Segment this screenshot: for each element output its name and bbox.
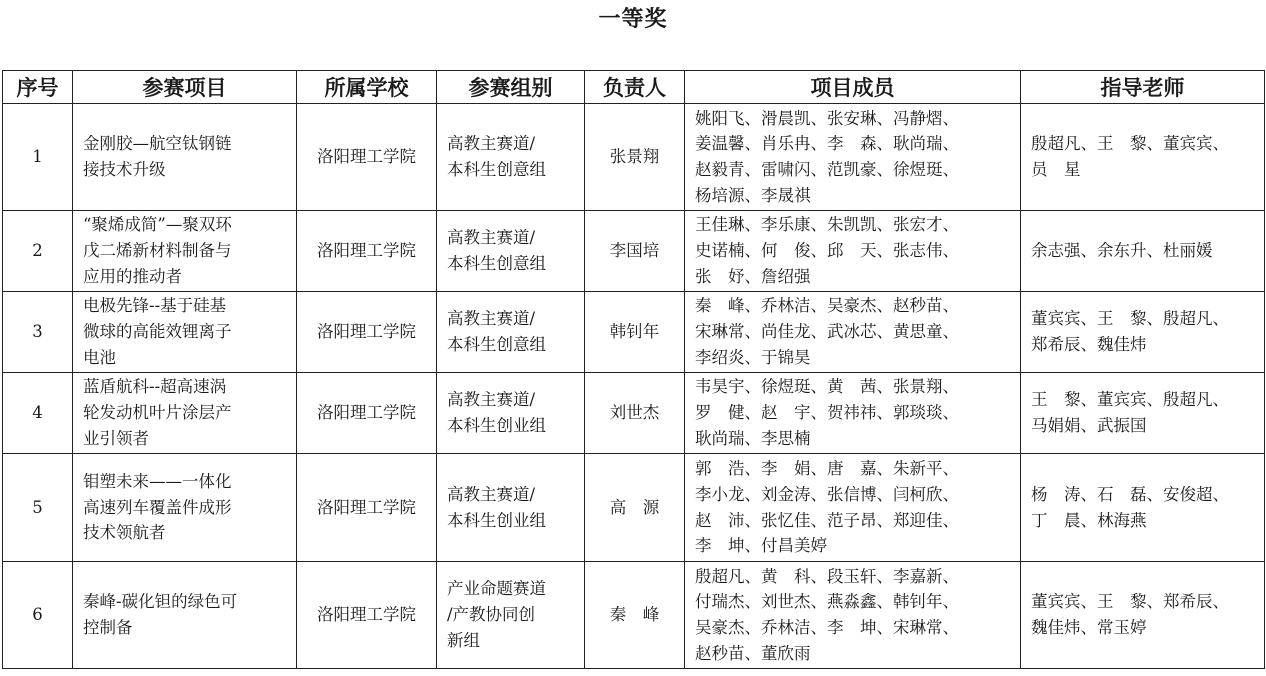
cell-school: 洛阳理工学院	[297, 211, 437, 292]
cell-advisors: 余志强、余东升、杜丽媛	[1021, 211, 1265, 292]
cell-project: 蓝盾航科--超高速涡 轮发动机叶片涂层产 业引领者	[73, 373, 297, 454]
cell-group: 高教主赛道/ 本科生创业组	[437, 373, 585, 454]
cell-school: 洛阳理工学院	[297, 454, 437, 562]
cell-project: 电极先锋--基于硅基 微球的高能效锂离子 电池	[73, 292, 297, 373]
cell-advisors: 董宾宾、王 黎、殷超凡、 郑希辰、魏佳炜	[1021, 292, 1265, 373]
cell-project: 金刚胶—航空钛钢链 接技术升级	[73, 104, 297, 211]
cell-group: 高教主赛道/ 本科生创业组	[437, 454, 585, 562]
table-row	[3, 292, 1265, 373]
header-advisors: 指导老师	[1021, 71, 1265, 104]
cell-leader: 高 源	[585, 454, 685, 562]
cell-group: 高教主赛道/ 本科生创意组	[437, 104, 585, 211]
cell-leader: 李国培	[585, 211, 685, 292]
cell-school: 洛阳理工学院	[297, 562, 437, 669]
cell-project: 秦峰-碳化钽的绿色可 控制备	[73, 562, 297, 669]
header-project: 参赛项目	[73, 71, 297, 104]
cell-project: 钼塑未来——一体化 高速列车覆盖件成形 技术领航者	[73, 454, 297, 562]
table-header-row	[3, 71, 1265, 104]
cell-members: 秦 峰、乔林洁、吴豪杰、赵秒苗、 宋琳常、尚佳龙、武冰芯、黄思童、 李绍炎、于锦昊	[685, 292, 1021, 373]
cell-advisors: 董宾宾、王 黎、郑希辰、 魏佳炜、常玉婷	[1021, 562, 1265, 669]
cell-leader: 刘世杰	[585, 373, 685, 454]
cell-index: 6	[3, 562, 73, 669]
award-table	[2, 70, 1265, 669]
cell-group: 高教主赛道/ 本科生创意组	[437, 292, 585, 373]
cell-advisors: 王 黎、董宾宾、殷超凡、 马娟娟、武振国	[1021, 373, 1265, 454]
header-index: 序号	[3, 71, 73, 104]
table-row	[3, 211, 1265, 292]
header-leader: 负责人	[585, 71, 685, 104]
cell-leader: 韩钊年	[585, 292, 685, 373]
cell-index: 5	[3, 454, 73, 562]
cell-index: 3	[3, 292, 73, 373]
cell-school: 洛阳理工学院	[297, 292, 437, 373]
cell-members: 郭 浩、李 娟、唐 嘉、朱新平、 李小龙、刘金涛、张信博、闫柯欣、 赵 沛、张忆佳、范子昂、郑迎佳、 李 坤、付昌美婷	[685, 454, 1021, 562]
cell-school: 洛阳理工学院	[297, 373, 437, 454]
cell-members: 姚阳飞、滑晨凯、张安琳、冯静熠、 姜温馨、肖乐冉、李 森、耿尚瑞、 赵毅青、雷啸闪、范凯豪、徐煜珽、 杨培源、李晟祺	[685, 104, 1021, 211]
table-row	[3, 454, 1265, 562]
cell-advisors: 杨 涛、石 磊、安俊超、 丁 晨、林海燕	[1021, 454, 1265, 562]
cell-group: 产业命题赛道 /产教协同创 新组	[437, 562, 585, 669]
cell-members: 殷超凡、黄 科、段玉轩、李嘉新、 付瑞杰、刘世杰、燕淼鑫、韩钊年、 吴豪杰、乔林洁、李 坤、宋琳常、 赵秒苗、董欣雨	[685, 562, 1021, 669]
cell-index: 4	[3, 373, 73, 454]
cell-leader: 秦 峰	[585, 562, 685, 669]
cell-members: 韦昊宇、徐煜珽、黄 茜、张景翔、 罗 健、赵 宇、贺祎祎、郭琰琰、 耿尚瑞、李思楠	[685, 373, 1021, 454]
cell-members: 王佳琳、李乐康、朱凯凯、张宏才、 史诺楠、何 俊、邱 天、张志伟、 张 妤、詹绍强	[685, 211, 1021, 292]
header-school: 所属学校	[297, 71, 437, 104]
cell-project: “聚烯成简”—聚双环 戊二烯新材料制备与 应用的推动者	[73, 211, 297, 292]
header-members: 项目成员	[685, 71, 1021, 104]
cell-school: 洛阳理工学院	[297, 104, 437, 211]
cell-advisors: 殷超凡、王 黎、董宾宾、 员 星	[1021, 104, 1265, 211]
page-title: 一等奖	[598, 7, 668, 32]
table-row	[3, 104, 1265, 211]
cell-leader: 张景翔	[585, 104, 685, 211]
cell-group: 高教主赛道/ 本科生创意组	[437, 211, 585, 292]
cell-index: 2	[3, 211, 73, 292]
cell-index: 1	[3, 104, 73, 211]
header-group: 参赛组别	[437, 71, 585, 104]
table-row	[3, 562, 1265, 669]
table-row	[3, 373, 1265, 454]
